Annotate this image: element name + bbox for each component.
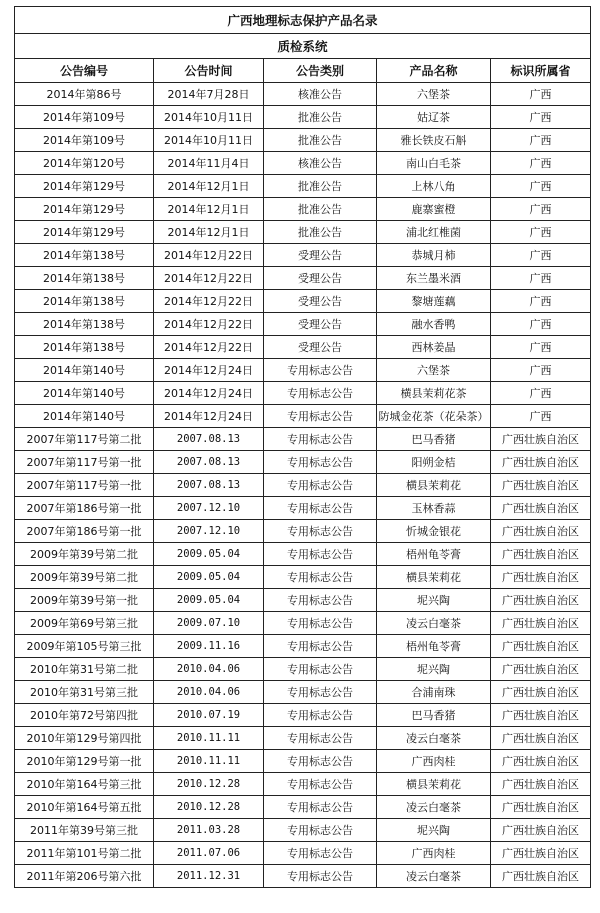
table-row xyxy=(15,635,591,658)
notice-date-cell: 2007.08.13 xyxy=(154,451,264,474)
notice-category-cell: 专用标志公告 xyxy=(264,819,377,842)
province-cell: 广西壮族自治区 xyxy=(491,819,591,842)
province-cell: 广西壮族自治区 xyxy=(491,566,591,589)
notice-date-cell: 2009.07.10 xyxy=(154,612,264,635)
province-cell: 广西 xyxy=(491,175,591,198)
product-name-cell: 巴马香猪 xyxy=(377,428,491,451)
province-cell: 广西 xyxy=(491,244,591,267)
province-cell: 广西壮族自治区 xyxy=(491,428,591,451)
subtitle-row xyxy=(15,34,591,59)
product-name-cell: 西林姜晶 xyxy=(377,336,491,359)
notice-date-cell: 2014年12月22日 xyxy=(154,267,264,290)
notice-date-cell: 2014年12月22日 xyxy=(154,290,264,313)
province-cell: 广西壮族自治区 xyxy=(491,451,591,474)
province-cell: 广西壮族自治区 xyxy=(491,842,591,865)
notice-number-cell: 2014年第138号 xyxy=(15,313,154,336)
table-row xyxy=(15,290,591,313)
notice-date-cell: 2014年12月1日 xyxy=(154,198,264,221)
product-name-cell: 广西肉桂 xyxy=(377,842,491,865)
table-row xyxy=(15,198,591,221)
notice-date-cell: 2014年12月22日 xyxy=(154,244,264,267)
notice-date-cell: 2007.08.13 xyxy=(154,474,264,497)
table-row xyxy=(15,612,591,635)
province-cell: 广西壮族自治区 xyxy=(491,750,591,773)
table-row xyxy=(15,336,591,359)
notice-date-cell: 2014年7月28日 xyxy=(154,83,264,106)
table-row xyxy=(15,750,591,773)
notice-date-cell: 2009.05.04 xyxy=(154,543,264,566)
table-row xyxy=(15,589,591,612)
notice-category-cell: 专用标志公告 xyxy=(264,635,377,658)
table-subtitle: 质检系统 xyxy=(15,34,591,59)
province-cell: 广西壮族自治区 xyxy=(491,497,591,520)
notice-date-cell: 2010.12.28 xyxy=(154,796,264,819)
notice-date-cell: 2014年12月24日 xyxy=(154,359,264,382)
notice-number-cell: 2009年第105号第三批 xyxy=(15,635,154,658)
notice-date-cell: 2010.07.19 xyxy=(154,704,264,727)
province-cell: 广西壮族自治区 xyxy=(491,635,591,658)
notice-category-cell: 批准公告 xyxy=(264,129,377,152)
product-name-cell: 雅长铁皮石斛 xyxy=(377,129,491,152)
header-row xyxy=(15,59,591,83)
table-body xyxy=(15,7,591,888)
product-name-cell: 横县茉莉花 xyxy=(377,566,491,589)
province-cell: 广西壮族自治区 xyxy=(491,773,591,796)
notice-number-cell: 2011年第39号第三批 xyxy=(15,819,154,842)
notice-date-cell: 2014年12月22日 xyxy=(154,313,264,336)
province-cell: 广西 xyxy=(491,290,591,313)
notice-category-cell: 专用标志公告 xyxy=(264,612,377,635)
product-name-cell: 横县茉莉花 xyxy=(377,773,491,796)
notice-number-cell: 2007年第117号第一批 xyxy=(15,451,154,474)
notice-category-cell: 专用标志公告 xyxy=(264,589,377,612)
notice-category-cell: 专用标志公告 xyxy=(264,566,377,589)
notice-number-cell: 2014年第129号 xyxy=(15,221,154,244)
product-name-cell: 合浦南珠 xyxy=(377,681,491,704)
notice-number-cell: 2009年第39号第一批 xyxy=(15,589,154,612)
province-cell: 广西 xyxy=(491,359,591,382)
notice-date-cell: 2014年12月1日 xyxy=(154,221,264,244)
notice-category-cell: 批准公告 xyxy=(264,221,377,244)
product-list-sheet xyxy=(14,6,590,888)
notice-category-cell: 受理公告 xyxy=(264,336,377,359)
notice-number-cell: 2014年第129号 xyxy=(15,175,154,198)
table-row xyxy=(15,313,591,336)
province-cell: 广西 xyxy=(491,336,591,359)
province-cell: 广西壮族自治区 xyxy=(491,520,591,543)
province-cell: 广西 xyxy=(491,198,591,221)
product-name-cell: 凌云白毫茶 xyxy=(377,796,491,819)
table-row xyxy=(15,267,591,290)
table-row xyxy=(15,359,591,382)
notice-number-cell: 2014年第109号 xyxy=(15,106,154,129)
notice-date-cell: 2011.07.06 xyxy=(154,842,264,865)
product-name-cell: 坭兴陶 xyxy=(377,589,491,612)
province-cell: 广西 xyxy=(491,405,591,428)
notice-date-cell: 2014年12月1日 xyxy=(154,175,264,198)
notice-number-cell: 2010年第129号第一批 xyxy=(15,750,154,773)
product-name-cell: 六堡茶 xyxy=(377,83,491,106)
notice-date-cell: 2009.11.16 xyxy=(154,635,264,658)
notice-category-cell: 受理公告 xyxy=(264,313,377,336)
product-name-cell: 梧州龟苓膏 xyxy=(377,635,491,658)
table-row xyxy=(15,819,591,842)
province-cell: 广西壮族自治区 xyxy=(491,704,591,727)
column-header-notice-date: 公告时间 xyxy=(154,59,264,83)
province-cell: 广西 xyxy=(491,152,591,175)
table-row xyxy=(15,681,591,704)
product-name-cell: 横县茉莉花 xyxy=(377,474,491,497)
product-name-cell: 南山白毛茶 xyxy=(377,152,491,175)
notice-category-cell: 专用标志公告 xyxy=(264,750,377,773)
product-name-cell: 姑辽茶 xyxy=(377,106,491,129)
notice-number-cell: 2014年第120号 xyxy=(15,152,154,175)
notice-number-cell: 2014年第138号 xyxy=(15,267,154,290)
product-name-cell: 坭兴陶 xyxy=(377,658,491,681)
notice-number-cell: 2014年第86号 xyxy=(15,83,154,106)
notice-category-cell: 专用标志公告 xyxy=(264,704,377,727)
product-name-cell: 梧州龟苓膏 xyxy=(377,543,491,566)
notice-number-cell: 2011年第206号第六批 xyxy=(15,865,154,888)
notice-category-cell: 专用标志公告 xyxy=(264,382,377,405)
notice-category-cell: 受理公告 xyxy=(264,244,377,267)
notice-date-cell: 2014年10月11日 xyxy=(154,129,264,152)
table-row xyxy=(15,152,591,175)
product-name-cell: 忻城金银花 xyxy=(377,520,491,543)
notice-number-cell: 2007年第186号第一批 xyxy=(15,520,154,543)
product-name-cell: 巴马香猪 xyxy=(377,704,491,727)
product-name-cell: 阳朔金桔 xyxy=(377,451,491,474)
notice-category-cell: 受理公告 xyxy=(264,290,377,313)
notice-category-cell: 专用标志公告 xyxy=(264,681,377,704)
notice-date-cell: 2011.03.28 xyxy=(154,819,264,842)
product-name-cell: 凌云白毫茶 xyxy=(377,727,491,750)
notice-category-cell: 核准公告 xyxy=(264,152,377,175)
table-row xyxy=(15,129,591,152)
notice-category-cell: 专用标志公告 xyxy=(264,842,377,865)
notice-category-cell: 专用标志公告 xyxy=(264,359,377,382)
province-cell: 广西 xyxy=(491,382,591,405)
table-title: 广西地理标志保护产品名录 xyxy=(15,7,591,34)
province-cell: 广西壮族自治区 xyxy=(491,612,591,635)
notice-category-cell: 受理公告 xyxy=(264,267,377,290)
notice-date-cell: 2009.05.04 xyxy=(154,566,264,589)
column-header-notice-number: 公告编号 xyxy=(15,59,154,83)
notice-date-cell: 2014年12月24日 xyxy=(154,382,264,405)
province-cell: 广西壮族自治区 xyxy=(491,589,591,612)
notice-date-cell: 2010.11.11 xyxy=(154,727,264,750)
notice-category-cell: 专用标志公告 xyxy=(264,474,377,497)
notice-category-cell: 专用标志公告 xyxy=(264,658,377,681)
notice-category-cell: 专用标志公告 xyxy=(264,865,377,888)
table-row xyxy=(15,382,591,405)
province-cell: 广西 xyxy=(491,267,591,290)
province-cell: 广西 xyxy=(491,106,591,129)
table-row xyxy=(15,497,591,520)
province-cell: 广西壮族自治区 xyxy=(491,543,591,566)
table-row xyxy=(15,842,591,865)
notice-number-cell: 2014年第138号 xyxy=(15,244,154,267)
product-name-cell: 上林八角 xyxy=(377,175,491,198)
province-cell: 广西 xyxy=(491,221,591,244)
notice-number-cell: 2014年第140号 xyxy=(15,405,154,428)
province-cell: 广西壮族自治区 xyxy=(491,865,591,888)
notice-category-cell: 专用标志公告 xyxy=(264,497,377,520)
product-name-cell: 融水香鸭 xyxy=(377,313,491,336)
product-name-cell: 恭城月柿 xyxy=(377,244,491,267)
notice-number-cell: 2011年第101号第二批 xyxy=(15,842,154,865)
product-name-cell: 广西肉桂 xyxy=(377,750,491,773)
product-name-cell: 黎塘莲藕 xyxy=(377,290,491,313)
product-table xyxy=(14,6,591,888)
product-name-cell: 玉林香蒜 xyxy=(377,497,491,520)
notice-category-cell: 批准公告 xyxy=(264,175,377,198)
table-row xyxy=(15,244,591,267)
notice-category-cell: 专用标志公告 xyxy=(264,796,377,819)
product-name-cell: 浦北红椎菌 xyxy=(377,221,491,244)
notice-date-cell: 2007.12.10 xyxy=(154,520,264,543)
table-row xyxy=(15,83,591,106)
table-row xyxy=(15,704,591,727)
notice-number-cell: 2010年第129号第四批 xyxy=(15,727,154,750)
province-cell: 广西 xyxy=(491,129,591,152)
notice-category-cell: 专用标志公告 xyxy=(264,543,377,566)
table-row xyxy=(15,727,591,750)
title-row xyxy=(15,7,591,34)
province-cell: 广西 xyxy=(491,313,591,336)
province-cell: 广西 xyxy=(491,83,591,106)
product-name-cell: 凌云白毫茶 xyxy=(377,612,491,635)
notice-date-cell: 2014年10月11日 xyxy=(154,106,264,129)
table-row xyxy=(15,773,591,796)
notice-category-cell: 专用标志公告 xyxy=(264,451,377,474)
notice-number-cell: 2010年第72号第四批 xyxy=(15,704,154,727)
table-row xyxy=(15,221,591,244)
notice-date-cell: 2007.08.13 xyxy=(154,428,264,451)
notice-date-cell: 2010.04.06 xyxy=(154,658,264,681)
notice-number-cell: 2007年第186号第一批 xyxy=(15,497,154,520)
notice-number-cell: 2014年第138号 xyxy=(15,290,154,313)
notice-number-cell: 2014年第109号 xyxy=(15,129,154,152)
notice-number-cell: 2009年第39号第二批 xyxy=(15,566,154,589)
notice-category-cell: 专用标志公告 xyxy=(264,405,377,428)
product-name-cell: 坭兴陶 xyxy=(377,819,491,842)
notice-date-cell: 2010.12.28 xyxy=(154,773,264,796)
notice-date-cell: 2007.12.10 xyxy=(154,497,264,520)
notice-category-cell: 专用标志公告 xyxy=(264,428,377,451)
notice-date-cell: 2014年12月22日 xyxy=(154,336,264,359)
notice-number-cell: 2010年第164号第五批 xyxy=(15,796,154,819)
column-header-notice-category: 公告类别 xyxy=(264,59,377,83)
product-name-cell: 防城金花茶（花朵茶） xyxy=(377,405,491,428)
notice-number-cell: 2014年第140号 xyxy=(15,359,154,382)
province-cell: 广西壮族自治区 xyxy=(491,681,591,704)
province-cell: 广西壮族自治区 xyxy=(491,658,591,681)
table-row xyxy=(15,451,591,474)
table-row xyxy=(15,543,591,566)
notice-category-cell: 批准公告 xyxy=(264,198,377,221)
table-row xyxy=(15,796,591,819)
notice-date-cell: 2010.11.11 xyxy=(154,750,264,773)
table-row xyxy=(15,405,591,428)
product-name-cell: 鹿寨蜜橙 xyxy=(377,198,491,221)
notice-category-cell: 核准公告 xyxy=(264,83,377,106)
column-header-province: 标识所属省 xyxy=(491,59,591,83)
product-name-cell: 凌云白毫茶 xyxy=(377,865,491,888)
product-name-cell: 横县茉莉花茶 xyxy=(377,382,491,405)
notice-category-cell: 批准公告 xyxy=(264,106,377,129)
column-header-product-name: 产品名称 xyxy=(377,59,491,83)
notice-number-cell: 2009年第39号第二批 xyxy=(15,543,154,566)
notice-date-cell: 2010.04.06 xyxy=(154,681,264,704)
notice-number-cell: 2014年第138号 xyxy=(15,336,154,359)
notice-number-cell: 2010年第31号第三批 xyxy=(15,681,154,704)
province-cell: 广西壮族自治区 xyxy=(491,727,591,750)
product-name-cell: 六堡茶 xyxy=(377,359,491,382)
table-row xyxy=(15,428,591,451)
table-row xyxy=(15,865,591,888)
table-row xyxy=(15,520,591,543)
product-name-cell: 东兰墨米酒 xyxy=(377,267,491,290)
notice-date-cell: 2011.12.31 xyxy=(154,865,264,888)
table-row xyxy=(15,106,591,129)
table-row xyxy=(15,566,591,589)
table-row xyxy=(15,175,591,198)
notice-date-cell: 2014年11月4日 xyxy=(154,152,264,175)
notice-number-cell: 2014年第129号 xyxy=(15,198,154,221)
province-cell: 广西壮族自治区 xyxy=(491,474,591,497)
notice-number-cell: 2009年第69号第三批 xyxy=(15,612,154,635)
notice-number-cell: 2010年第164号第三批 xyxy=(15,773,154,796)
province-cell: 广西壮族自治区 xyxy=(491,796,591,819)
notice-date-cell: 2009.05.04 xyxy=(154,589,264,612)
notice-number-cell: 2010年第31号第二批 xyxy=(15,658,154,681)
notice-number-cell: 2014年第140号 xyxy=(15,382,154,405)
notice-number-cell: 2007年第117号第一批 xyxy=(15,474,154,497)
notice-number-cell: 2007年第117号第二批 xyxy=(15,428,154,451)
notice-date-cell: 2014年12月24日 xyxy=(154,405,264,428)
notice-category-cell: 专用标志公告 xyxy=(264,727,377,750)
table-row xyxy=(15,474,591,497)
notice-category-cell: 专用标志公告 xyxy=(264,520,377,543)
notice-category-cell: 专用标志公告 xyxy=(264,773,377,796)
table-row xyxy=(15,658,591,681)
